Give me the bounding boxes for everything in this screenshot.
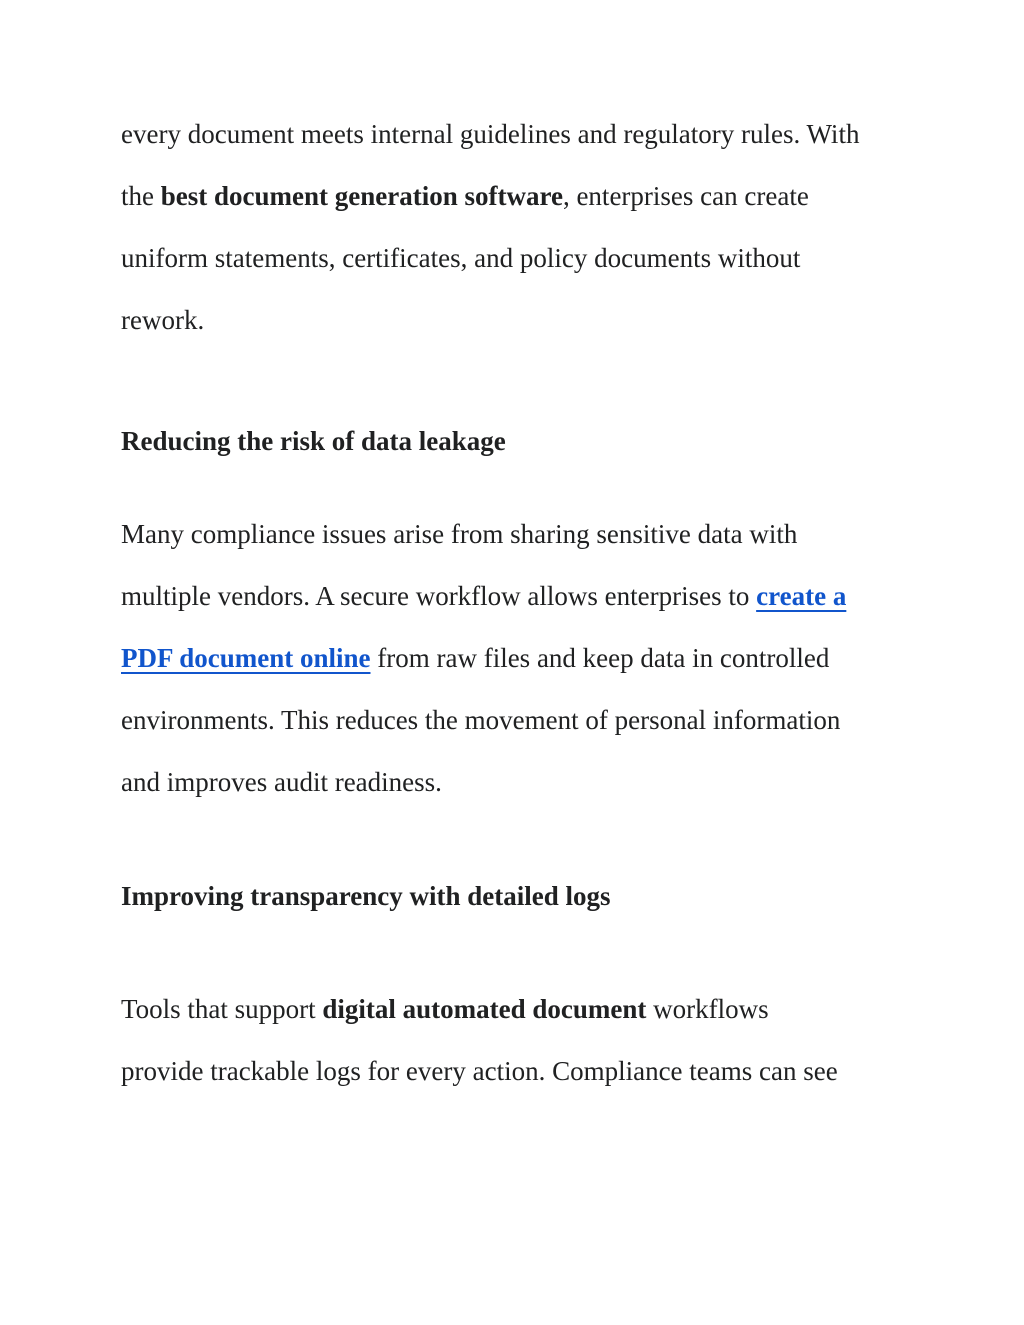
bold-text: best document generation software	[160, 181, 563, 211]
paragraph-data-leakage	[121, 503, 931, 813]
create-pdf-document-online-link[interactable]: create a PDF document online	[121, 581, 847, 673]
body-text: workflows provide trackable logs for every action. Compliance teams can see	[121, 994, 838, 1086]
body-text: from raw files and keep data in controlled environments. This reduces the movement of personal information and improves audit readiness.	[121, 643, 841, 797]
body-text: Tools that support	[121, 994, 323, 1024]
bold-text: digital automated document	[322, 994, 647, 1024]
article-body	[121, 103, 944, 1102]
heading-reducing-risk-of-data-leakage: Reducing the risk of data leakage	[121, 426, 506, 456]
body-text: every document meets internal guidelines and regulatory rules. With the	[121, 119, 860, 211]
paragraph-uniform-documents	[121, 103, 931, 351]
body-text: Many compliance issues arise from sharing sensitive data with multiple vendors. A secure workflow allows enterprises to	[121, 519, 798, 611]
body-text: , enterprises can create uniform statements, certificates, and policy documents without rework.	[121, 181, 809, 335]
paragraph-trackable-logs	[121, 978, 931, 1102]
heading-improving-transparency-with-detailed-logs: Improving transparency with detailed logs	[121, 881, 611, 911]
